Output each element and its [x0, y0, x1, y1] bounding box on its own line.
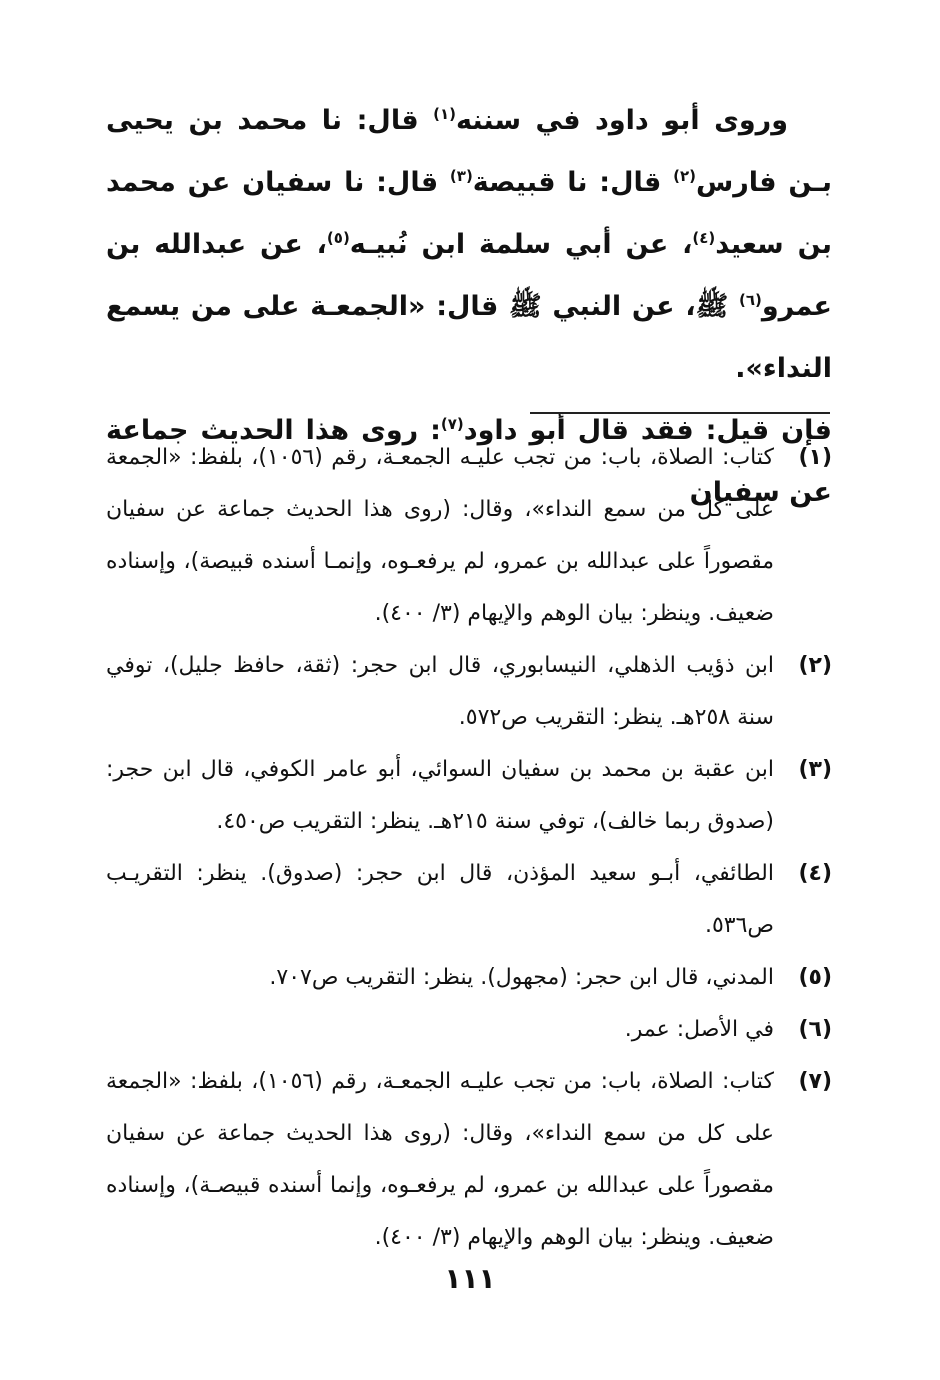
footnote-number: (٥) [798, 965, 832, 990]
footnotes-section [106, 432, 832, 1264]
footnote-number: (٣) [798, 757, 832, 782]
footnote-text: ابن عقبة بن محمد بن سفيان السوائي، أبو عامر الكوفي، قال ابن حجر: (صدوق ربما خالف)، توفي سنة ٢١٥هـ. ينظر: التقريب ص٤٥٠. [106, 757, 774, 834]
footnote-ref-6: (٦) [739, 291, 762, 309]
footnote-item [106, 952, 832, 1004]
footnote-item [106, 848, 832, 952]
main-text-segment: وروى أبو داود في سننه [456, 105, 788, 136]
footnote-number: (٧) [798, 1069, 832, 1094]
footnote-text: المدني، قال ابن حجر: (مجهول). ينظر: التقريب ص٧٠٧. [269, 965, 774, 990]
footnote-text: كتاب: الصلاة، باب: من تجب عليـه الجمعـة، رقم (١٠٥٦)، بلفظ: «الجمعة على كل من سمع النداء»، وقال: (روى هذا الحديث جماعة عن سفيان مقصوراً على عبدالله بن عمرو، لم يرفعـوه، وإنما أسنده قبيصـة)، وإسناده ضعيف. وينظر: بيان الوهم والإيهام (٣/ ٤٠٠). [106, 1069, 774, 1250]
footnote-ref-5: (٥) [326, 229, 350, 247]
page-number: ١١١ [444, 1262, 496, 1295]
main-text-segment: قال: نا محمد بن يحيى بـن فارس [106, 105, 833, 198]
footnote-ref-4: (٤) [692, 229, 716, 247]
footnote-divider [530, 412, 830, 414]
footnote-text: الطائفي، أبـو سعيد المؤذن، قال ابن حجر: (صدوق). ينظر: التقريـب ص٥٣٦. [106, 861, 774, 938]
main-text-segment: قال: نا قبيصة [472, 167, 674, 198]
footnote-item [106, 640, 832, 744]
main-paragraph-1 [106, 90, 832, 400]
footnote-item [106, 1004, 832, 1056]
footnote-ref-3: (٣) [449, 167, 473, 185]
footnote-item [106, 432, 832, 640]
main-text-segment: ، عن عبدالله بن عمرو [106, 229, 832, 322]
footnote-item [106, 1056, 832, 1264]
main-text-segment: فإن قيل: فقد قال أبو داود [463, 415, 832, 446]
footnote-number: (١) [798, 445, 832, 470]
footnote-item [106, 744, 832, 848]
footnote-ref-7: (٧) [440, 415, 464, 433]
main-text-segment: قال: نا سفيان عن محمد بن سعيد [106, 167, 833, 260]
main-text-segment: ﷺ، عن النبي ﷺ قال: «الجمعـة على من يسمع النداء». [106, 291, 832, 384]
footnote-number: (٤) [798, 861, 832, 886]
footnote-number: (٦) [798, 1017, 832, 1042]
footnote-text: ابن ذؤيب الذهلي، النيسابوري، قال ابن حجر: (ثقة، حافظ جليل)، توفي سنة ٢٥٨هـ. ينظر: التقريب ص٥٧٢. [106, 653, 774, 730]
footnote-number: (٢) [798, 653, 832, 678]
footnote-ref-2: (٢) [673, 167, 696, 185]
footnote-text: في الأصل: عمر. [624, 1017, 774, 1042]
main-text-segment: ، عن أبي سلمة ابن نُبيـه [349, 229, 693, 260]
main-text-segment: : روى هذا الحديث جماعة عن سفيان [106, 415, 832, 508]
footnote-text: كتاب: الصلاة، باب: من تجب عليـه الجمعـة، رقم (١٠٥٦)، بلفظ: «الجمعة على كل من سمع النداء»، وقال: (روى هذا الحديث جماعة عن سفيان مقصوراً على عبدالله بن عمرو، لم يرفعـوه، وإنمـا أسنده قبيصة)، وإسناده ضعيف. وينظر: بيان الوهم والإيهام (٣/ ٤٠٠). [106, 445, 774, 626]
footnote-ref-1: (١) [433, 105, 457, 123]
